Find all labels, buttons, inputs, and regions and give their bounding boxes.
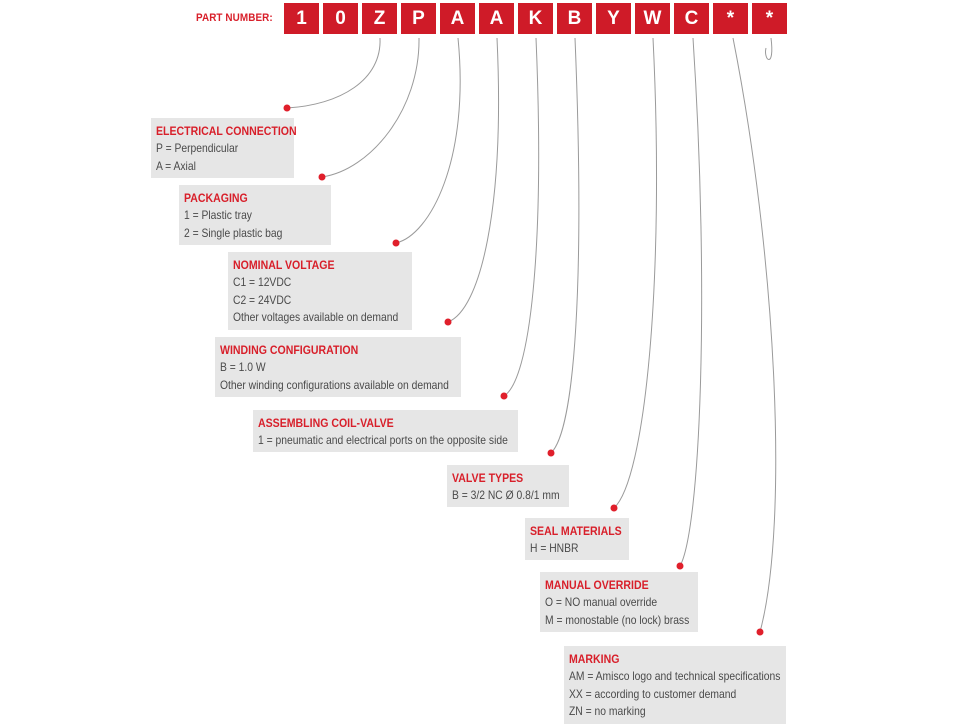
connector-dot-assembling xyxy=(501,393,508,400)
connector-line-assembling xyxy=(504,38,539,396)
panel-marking xyxy=(564,646,786,724)
part-number-label: PART NUMBER: xyxy=(196,12,273,24)
part-number-char: P xyxy=(401,3,436,34)
panel-line: XX = according to customer demand xyxy=(569,686,737,701)
panel-valve-types xyxy=(447,465,569,507)
connector-line-marking-1 xyxy=(733,38,776,632)
connector-line-electrical xyxy=(287,38,380,108)
panel-line: C2 = 24VDC xyxy=(233,292,292,307)
connector-line-override xyxy=(680,38,702,566)
part-number-char: A xyxy=(479,3,514,34)
connector-line-voltage xyxy=(396,38,460,243)
part-number-char: K xyxy=(518,3,553,34)
panel-title: ASSEMBLING COIL-VALVE xyxy=(258,416,394,430)
panel-title: PACKAGING xyxy=(184,191,248,205)
panel-line: M = monostable (no lock) brass xyxy=(545,612,690,627)
part-number-char: W xyxy=(635,3,670,34)
panel-packaging xyxy=(179,185,331,245)
panel-title: MARKING xyxy=(569,652,620,666)
connector-line-winding xyxy=(448,38,499,322)
part-number-char: B xyxy=(557,3,592,34)
part-number-char: * xyxy=(752,3,787,34)
panel-line: B = 3/2 NC Ø 0.8/1 mm xyxy=(452,488,560,502)
panel-winding-configuration xyxy=(215,337,461,397)
part-number-char: 0 xyxy=(323,3,358,34)
connector-dot-voltage xyxy=(393,240,400,247)
connector-line-valve-types xyxy=(551,38,579,453)
panel-line: 2 = Single plastic bag xyxy=(184,225,283,240)
panel-line: H = HNBR xyxy=(530,541,579,555)
panel-title: MANUAL OVERRIDE xyxy=(545,578,649,592)
connector-dot-packaging xyxy=(319,174,326,181)
panel-line: C1 = 12VDC xyxy=(233,275,292,289)
connector-line-marking-2 xyxy=(766,38,772,60)
panel-title: ELECTRICAL CONNECTION xyxy=(156,124,297,138)
panel-line: P = Perpendicular xyxy=(156,141,239,155)
panel-seal-materials xyxy=(525,518,629,560)
connector-dot-electrical xyxy=(284,105,291,112)
panel-line: AM = Amisco logo and technical specifications xyxy=(569,669,781,683)
connector-dot-override xyxy=(677,563,684,570)
panel-title: VALVE TYPES xyxy=(452,471,524,485)
panel-line: Other voltages available on demand xyxy=(233,310,399,324)
panel-title: SEAL MATERIALS xyxy=(530,524,622,538)
part-number-char: Y xyxy=(596,3,631,34)
panel-manual-override xyxy=(540,572,698,632)
panel-line: 1 = pneumatic and electrical ports on the opposite side xyxy=(258,433,508,447)
connector-dot-valve-types xyxy=(548,450,555,457)
panel-line: O = NO manual override xyxy=(545,595,658,609)
panel-title: NOMINAL VOLTAGE xyxy=(233,258,335,272)
part-number-char: 1 xyxy=(284,3,319,34)
part-number-char: * xyxy=(713,3,748,34)
part-number-char: Z xyxy=(362,3,397,34)
connector-dot-marking xyxy=(757,629,764,636)
panel-line: 1 = Plastic tray xyxy=(184,208,252,222)
connector-dot-winding xyxy=(445,319,452,326)
panel-line: A = Axial xyxy=(156,158,196,173)
connector-line-seal xyxy=(614,38,657,508)
connector-dot-seal xyxy=(611,505,618,512)
part-number-char: C xyxy=(674,3,709,34)
panel-title: WINDING CONFIGURATION xyxy=(220,343,359,357)
part-number-char: A xyxy=(440,3,475,34)
panel-assembling-coil-valve xyxy=(253,410,518,452)
panel-line: ZN = no marking xyxy=(569,704,646,718)
panel-line: B = 1.0 W xyxy=(220,360,266,374)
panel-electrical-connection xyxy=(151,118,297,178)
panel-nominal-voltage xyxy=(228,252,412,330)
panel-line: Other winding configurations available on demand xyxy=(220,377,449,392)
connector-line-packaging xyxy=(322,38,419,177)
